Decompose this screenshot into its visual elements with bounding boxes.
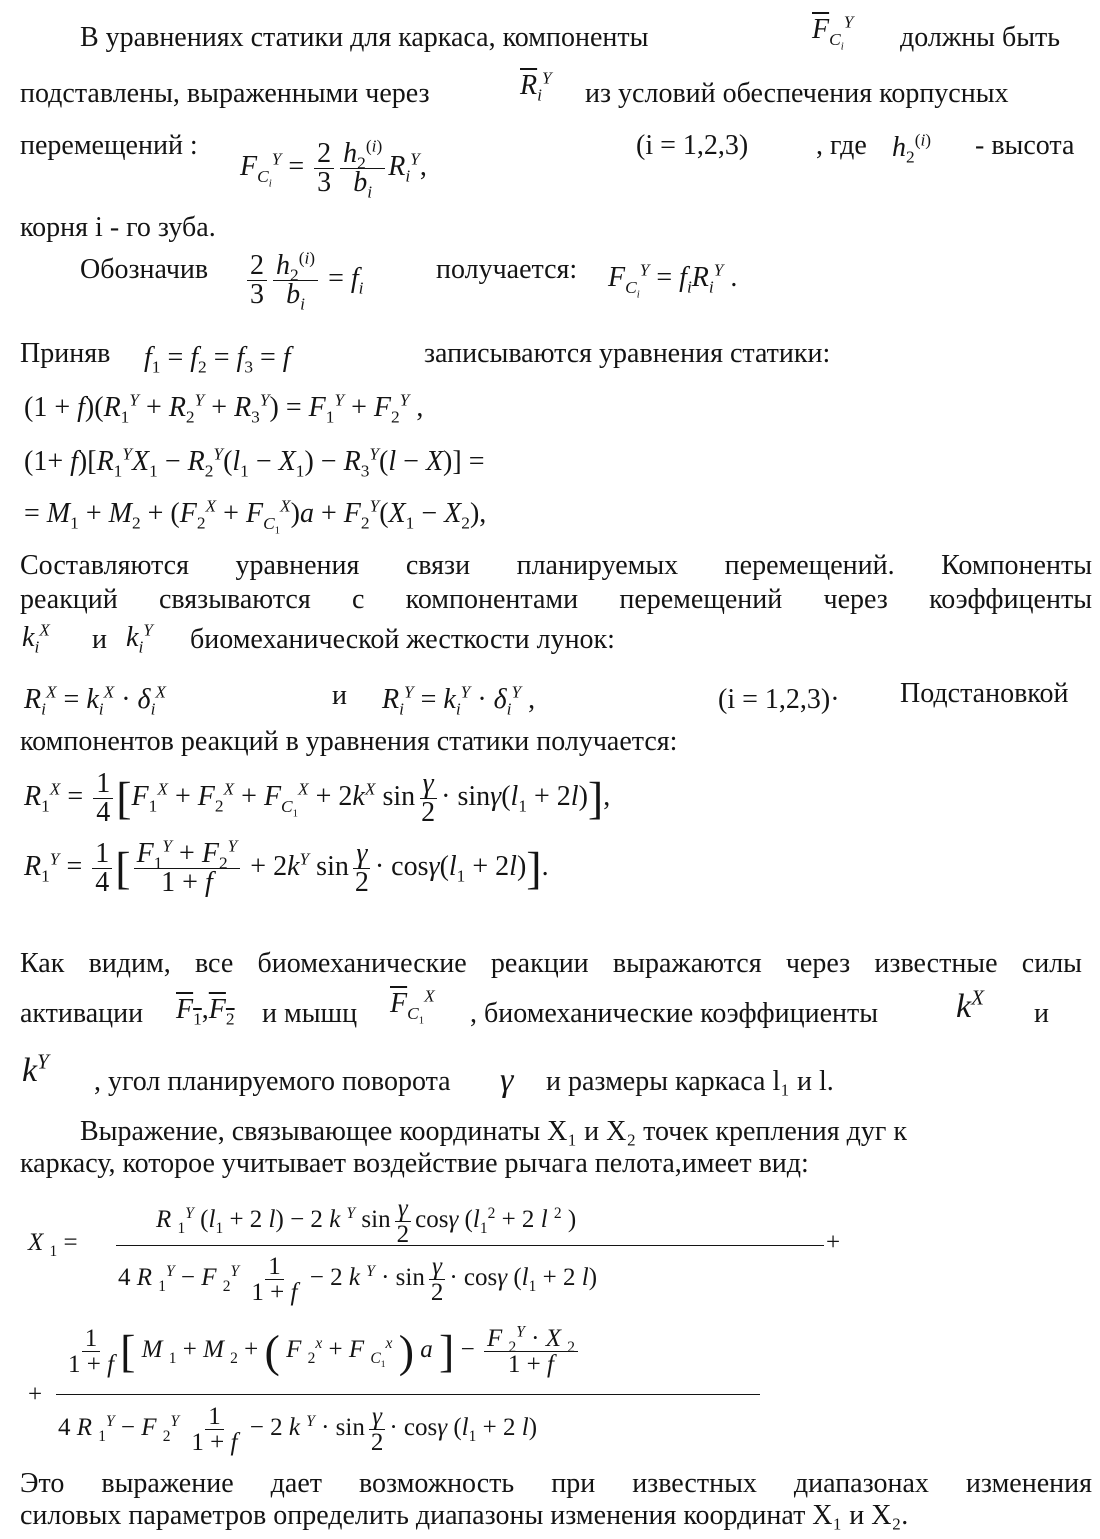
para5-line1: [20, 950, 1082, 978]
equation-statics-3: = $M_1 + M_2 + (F_2^X + F_{C_1}^X)a + F_2^Y(X_1 - X_2)$,: [24, 496, 487, 537]
para4-line5: компонентов реакций в уравнения статики получается:: [20, 726, 678, 757]
x1-frac2-num: $\frac{1}{1 + f}$ [ M $_1$ + M $_2$ + ( F $_2^x$ + F $_{C_1}^x$ ) a ] − $\frac{F _2^Y \cdot X _2}{1 + f}$: [62, 1326, 581, 1377]
para3-tail: записываются уравнения статики:: [424, 338, 831, 369]
para4-line1: [20, 552, 1092, 580]
para1-line1b: должны быть: [900, 22, 1061, 53]
formula-ry: $R_i^Y = k_i^Y \cdot \delta_i^Y$ ,: [382, 682, 536, 719]
formula-f1-f2-bar: $F_1,F_2$: [176, 994, 235, 1029]
formula-r1x: $R_1^X$ = $\frac{1}{4}$ [$F_1^X + F_2^X + F_{C_1}^X + 2k^X$ sin $\frac{\gamma}{2}$ · $\sin\gamma(l_1 + 2l)$],: [24, 768, 611, 828]
para3-lead: Приняв: [20, 338, 111, 369]
x1-plus-2: +: [28, 1381, 43, 1408]
para1-line3c: - высота: [975, 130, 1075, 161]
x1-frac2-bar: [56, 1394, 760, 1395]
formula-fc-bar: $\overline{F}_{C_i}^Y$: [812, 12, 854, 53]
equation-statics-1: $(1 + f)(R_1^Y + R_2^Y + R_3^Y) = F_1^Y + F_2^Y$ ,: [24, 390, 424, 427]
para6-line1: Выражение, связывающее координаты X₁ и X₂ точек крепления дуг к: [80, 1116, 907, 1147]
formula-kx-2: $k^X$: [956, 985, 984, 1025]
para1-line3b: , где: [816, 130, 867, 161]
para5-line1-text: Как видим, все биомеханические реакции выражаются через известные силы: [20, 948, 1082, 979]
index-range: (i = 1,2,3): [636, 130, 749, 161]
para2-mid: получается:: [436, 254, 578, 285]
para1-line2b: из условий обеспечения корпусных: [585, 78, 1009, 109]
formula-kx: $k_i^X$: [22, 620, 50, 657]
para4-line3a: и: [92, 624, 107, 655]
formula-fc-def: $F_{C_i}^Y$ = $\frac{2}{3}$ $\frac{h_2^{(i)}}{b_i}$ $R_i^Y$,: [240, 136, 427, 202]
para4-line2-text: реакций связываются с компонентами перемещений через коэффиценты: [20, 584, 1092, 615]
para6-line2: каркасу, которое учитывает воздействие рычага пелота,имеет вид:: [20, 1148, 809, 1179]
index-range-2: (i = 1,2,3)·: [718, 684, 840, 715]
para4-line4a: и: [332, 680, 347, 711]
para5-line3a: , угол планируемого поворота: [94, 1066, 451, 1097]
para4-line4c: Подстановкой: [900, 678, 1069, 709]
para4-line3b: биомеханической жесткости лунок:: [190, 624, 615, 655]
x1-frac2-den: 4 R $_1^Y$ − F $_2^Y$ $\frac{1}{1 + f}$ − 2 k $^Y$ · sin $\frac{\gamma}{2}$ · cosγ ($l_1 + 2$ l): [58, 1403, 538, 1456]
x1-frac1-den: 4 R $_1^Y$ − F $_2^Y$ $\frac{1}{1 + f}$ − 2 k $^Y$ · sin $\frac{\gamma}{2}$ · cosγ ($l_1 + 2$ l): [118, 1253, 598, 1306]
x1-frac1-bar: [116, 1245, 824, 1246]
para1-line2: подставлены, выраженными через: [20, 78, 430, 109]
x1-plus: +: [826, 1229, 841, 1256]
para1-line4: корня i - го зуба.: [20, 212, 216, 243]
formula-r1y: $R_1^Y$ = $\frac{1}{4}$ [ $\frac{F_1^Y + F_2^Y}{1 + f}$ + $2k^Y$ sin $\frac{\gamma}{2}$ · $\cos\gamma(l_1 + 2l)$].: [24, 836, 549, 898]
para5-line2d: и: [1034, 998, 1049, 1029]
para7-line1-text: Это выражение дает возможность при известных диапазонах изменения: [20, 1468, 1092, 1499]
x1-frac1-num: R $_1^Y$ ($l_1 + 2$ l) − 2 k $^Y$ sin $\frac{\gamma}{2}$ cosγ ($l_1^2 + 2$ l $^2$ ): [156, 1195, 577, 1248]
formula-fc1x-bar: $\overline{F}_{C_1}^X$: [390, 986, 435, 1027]
para1-line1: В уравнениях статики для каркаса, компоненты: [80, 22, 649, 53]
formula-h2: $h_2^{(i)}$: [892, 130, 932, 167]
para5-line2c: , биомеханические коэффициенты: [470, 998, 879, 1029]
para7-line2: силовых параметров определить диапазоны изменения координат X₁ и X₂.: [20, 1500, 909, 1531]
para5-line2a: активации: [20, 998, 144, 1029]
para2-lead: Обозначив: [80, 254, 209, 285]
para7-line1: [20, 1470, 1092, 1498]
formula-ky: $k_i^Y$: [126, 620, 153, 657]
equation-statics-2: $(1+ f)[R_1^YX_1 - R_2^Y(l_1 - X_1) - R_3^Y(l - X)]$ =: [24, 444, 485, 481]
formula-gamma: γ: [500, 1062, 514, 1099]
x1-label: X $_1$ =: [28, 1229, 78, 1260]
formula-rx: $R_i^X = k_i^X \cdot \delta_i^X$: [24, 682, 166, 719]
formula-r-bar: $\overline{R}_i^Y$: [520, 68, 552, 105]
para5-line3b: и размеры каркаса l₁ и l.: [546, 1066, 834, 1097]
formula-fc-fr: $F_{C_i}^Y = f_iR_i^Y$ .: [608, 260, 738, 301]
para4-line2: [20, 586, 1092, 614]
para4-line1-text: Составляются уравнения связи планируемых перемещений. Компоненты: [20, 550, 1092, 581]
formula-ky-2: $k^Y$: [22, 1049, 49, 1089]
para1-line3: перемещений :: [20, 130, 198, 161]
para5-line2b: и мышц: [262, 998, 358, 1029]
formula-f-equal: $f_1 = f_2 = f_3 = f$: [144, 342, 291, 377]
formula-f-def: $\frac{2}{3}$ $\frac{h_2^{(i)}}{b_i}$ = $f_i$: [244, 252, 363, 309]
